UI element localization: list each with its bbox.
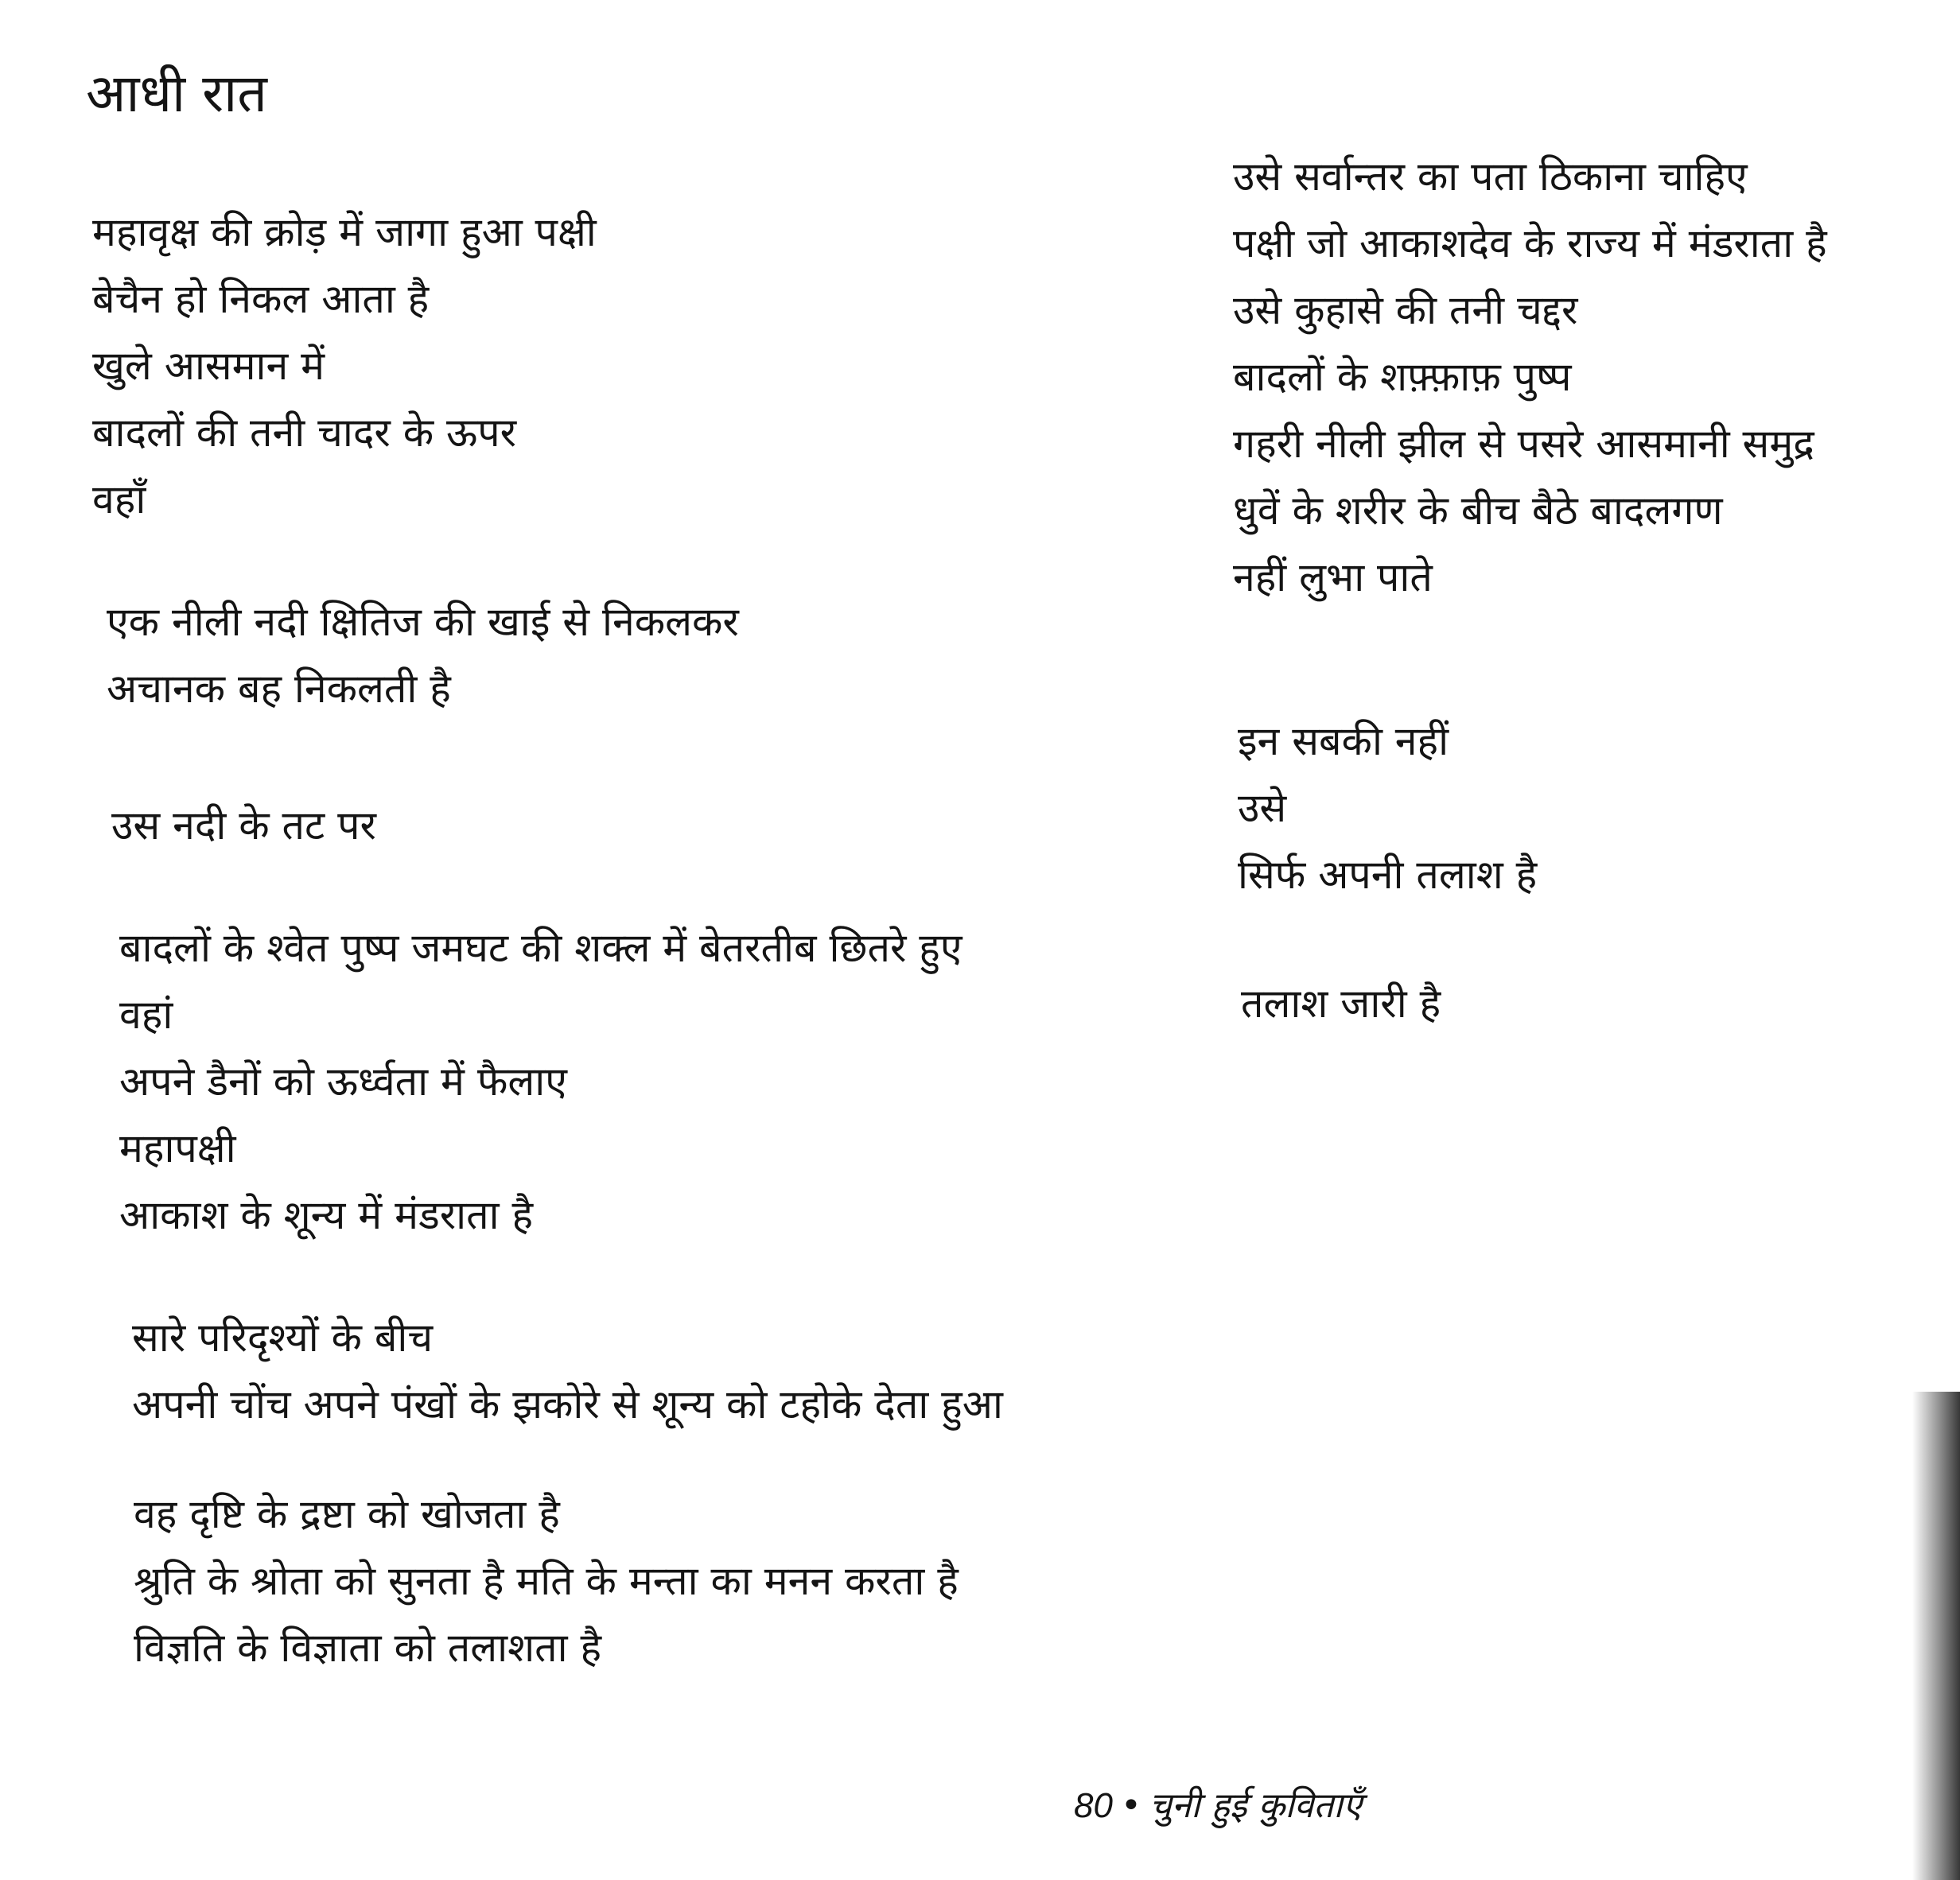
poem-line: विज्ञति के विज्ञाता को तलाशता है (134, 1625, 602, 1671)
poem-line: अपने डैनों को ऊर्ध्वता में फैलाए (119, 1058, 567, 1105)
poem-line: खुले आसमान में (92, 343, 325, 389)
poem-line: आकाश के शून्य में मंडराता है (119, 1192, 534, 1238)
stanza (1241, 970, 1441, 1037)
poem-line: बादलों के श्वेत पुष्प जमघट की शक्ल में बेतरतीब छितरे हुए (119, 925, 962, 971)
poem-line: उसे कुहासे की तनी चद्दर (1233, 287, 1578, 333)
poem-line: इन सबकी नहीं (1238, 718, 1449, 764)
poem-line: उस नदी के तट पर (111, 802, 376, 849)
stanza (132, 1304, 1003, 1438)
poem-line: पक्षी जो आकाशदेव के राज्य में मंडराता है (1233, 220, 1827, 266)
poem-line: वहाँ (92, 476, 146, 522)
poem-line: एक नीली नदी क्षितिज की खाई से निकलकर (107, 599, 739, 645)
poem-line: बादलों के शफ़्फ़ाफ़ पुष्प (1233, 354, 1572, 400)
poem-line: वह दृष्टि के द्रष्टा को खोजता है (134, 1491, 560, 1537)
poem-line: श्रुति के श्रोता को सुनता है मति के मन्ता का मनन करता है (134, 1558, 959, 1604)
stanza (107, 588, 739, 722)
page-footer (1074, 1780, 1362, 1828)
stanza (119, 915, 962, 1249)
poem-line: उसे (1238, 785, 1287, 831)
stanza (134, 1481, 959, 1681)
poem-line: अपनी चोंच अपने पंखों के झकोरे से शून्य को टहोके देता हुआ (132, 1381, 1003, 1427)
poem-line: नहीं लुभा पाते (1233, 554, 1433, 600)
stanza (111, 792, 376, 859)
poem-line: बादलों की तनी चादर के ऊपर (92, 410, 517, 456)
poem-line: सारे परिदृश्यों के बीच (132, 1315, 434, 1361)
poem-line: गहरी नीली झील से पसरे आसमानी समुद्र (1233, 421, 1814, 467)
poem-line: अचानक बह निकलती है (107, 666, 451, 712)
page-number: 80 (1074, 1786, 1113, 1825)
page-edge-shadow (1912, 1392, 1960, 1880)
stanza (1238, 708, 1537, 908)
poem-line: सिर्फ अपनी तलाश है (1238, 852, 1538, 898)
poem-line: महावृक्ष की क्रोड़ में जागा हुआ पक्षी (92, 209, 597, 255)
poem-line: उसे सर्वान्तर का पता ठिकाना चाहिए (1233, 153, 1748, 200)
poem-line: महापक्षी (119, 1125, 236, 1171)
poem-line: बेचैन हो निकल आता है (92, 276, 430, 322)
stanza (1233, 143, 1827, 611)
footer-separator: • (1120, 1785, 1141, 1826)
stanza (92, 199, 597, 533)
poem-line: धुवें के शरीर के बीच बैठे बादलगण (1233, 487, 1723, 534)
poem-line: तलाश जारी है (1241, 981, 1441, 1027)
poem-title: आधी रात (86, 63, 267, 124)
poem-line: वहां (119, 992, 173, 1038)
book-title: चुनी हुई कुविताएँ (1149, 1785, 1363, 1826)
